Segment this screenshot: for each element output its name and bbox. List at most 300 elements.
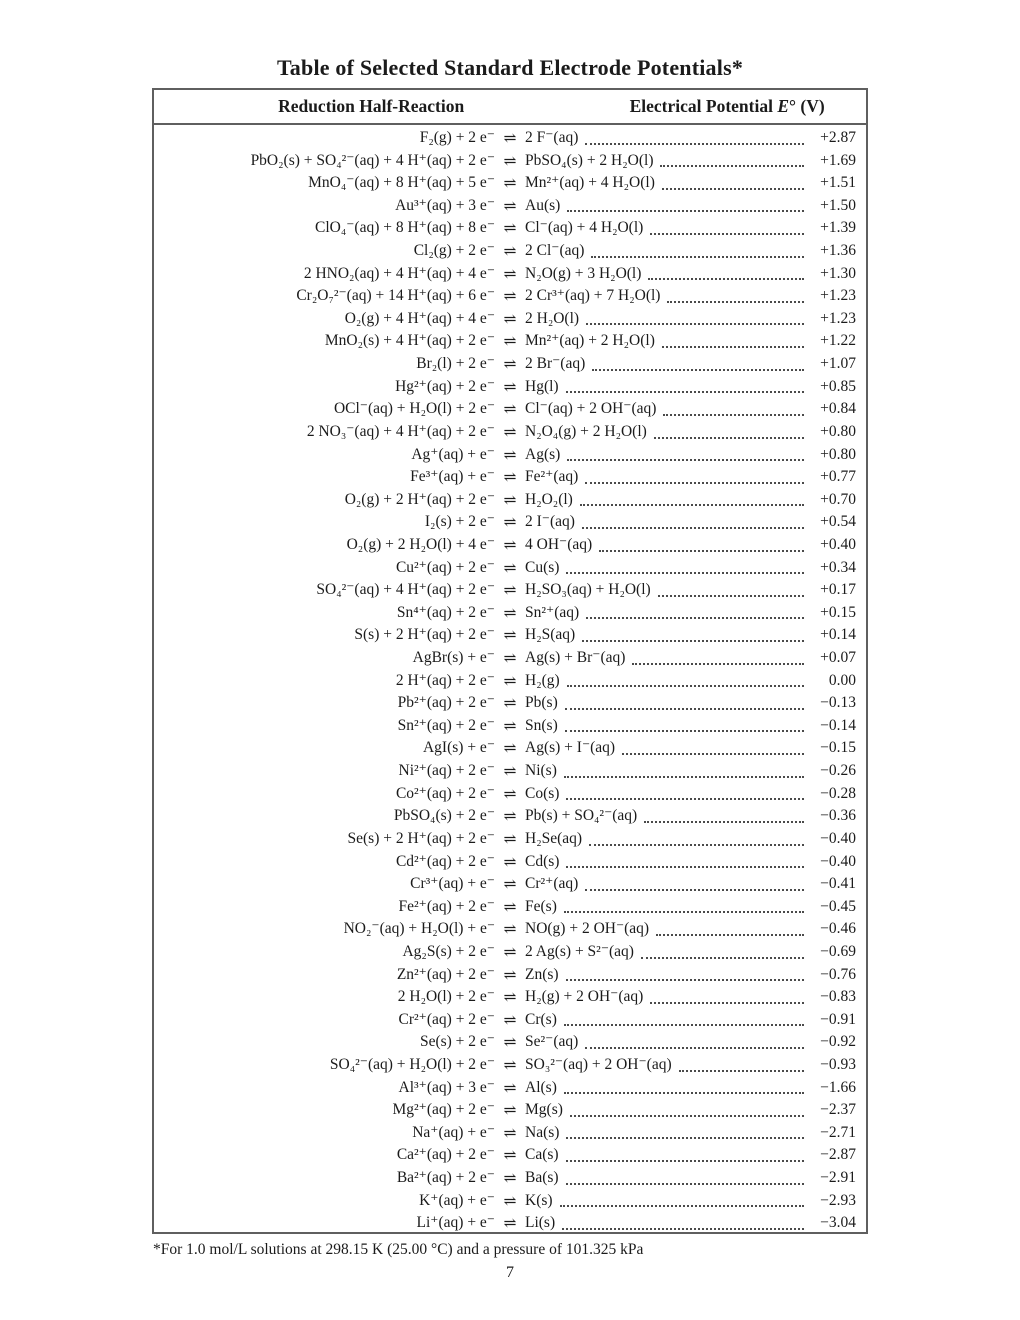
table-row [168,1122,856,1145]
potential-value: +1.07 [820,355,856,373]
reaction-rhs: Mn²⁺(aq) + 2 H₂O(l) [525,332,655,350]
equilibrium-arrows-icon: ⇌ [503,694,517,713]
reaction-rhs: Cr(s) [525,1010,557,1028]
reaction-rhs: K(s) [525,1191,553,1209]
header-potential-suffix: ° (V) [789,96,825,116]
reaction-lhs: Cu²⁺(aq) + 2 e⁻ [395,558,495,576]
reaction-lhs: SO₄²⁻(aq) + H₂O(l) + 2 e⁻ [329,1055,495,1073]
equilibrium-arrows-icon: ⇌ [503,468,517,487]
equilibrium-arrows-icon: ⇌ [503,852,517,871]
potential-value: −0.41 [820,875,856,893]
table-row [168,986,856,1009]
potential-value: +1.36 [820,242,856,260]
table-row [168,918,856,941]
reaction-rhs: N₂O₄(g) + 2 H₂O(l) [525,422,647,440]
dot-leader [660,165,804,167]
dot-leader [586,323,804,325]
dot-leader [582,527,804,529]
dot-leader [566,866,804,868]
potential-value: +0.80 [820,422,856,440]
dot-leader [641,957,804,959]
reaction-rhs: Ba(s) [525,1169,559,1187]
reaction-rhs: N₂O(g) + 3 H₂O(l) [525,264,642,282]
reaction-lhs: PbO₂(s) + SO₄²⁻(aq) + 4 H⁺(aq) + 2 e⁻ [250,151,495,169]
dot-leader [656,934,804,936]
table-row [168,737,856,760]
reaction-rhs: Na(s) [525,1123,560,1141]
table-row [168,783,856,806]
equilibrium-arrows-icon: ⇌ [503,332,517,351]
reaction-rhs: H₂S(aq) [525,626,576,644]
dot-leader [566,391,804,393]
table-row [168,602,856,625]
reaction-rhs: 2 Cl⁻(aq) [525,242,585,260]
reaction-rhs: Sn(s) [525,716,558,734]
dot-leader [567,459,804,461]
dot-leader [566,979,804,981]
reaction-lhs: Ni²⁺(aq) + 2 e⁻ [398,762,495,780]
reaction-lhs: Cr³⁺(aq) + e⁻ [410,875,495,893]
potential-value: +1.50 [820,196,856,214]
page-title: Table of Selected Standard Electrode Potentials* [276,55,744,80]
potential-value: +0.17 [820,581,856,599]
table-header-row [154,90,866,125]
reaction-lhs: Pb²⁺(aq) + 2 e⁻ [397,694,495,712]
reaction-lhs: Cr²⁺(aq) + 2 e⁻ [398,1010,495,1028]
potential-value: +1.30 [820,264,856,282]
potential-value: −3.04 [820,1214,856,1232]
equilibrium-arrows-icon: ⇌ [503,988,517,1007]
table-row [168,1031,856,1054]
table-row [168,624,856,647]
equilibrium-arrows-icon: ⇌ [503,174,517,193]
potential-value: +0.84 [820,400,856,418]
dot-leader [648,278,804,280]
table-row [168,1144,856,1167]
reaction-lhs: Fe²⁺(aq) + 2 e⁻ [398,897,495,915]
reaction-lhs: PbSO₄(s) + 2 e⁻ [393,807,495,825]
dot-leader [564,776,804,778]
dot-leader [585,482,804,484]
equilibrium-arrows-icon: ⇌ [503,196,517,215]
potential-value: −0.28 [820,784,856,802]
table-row [168,805,856,828]
reaction-lhs: I₂(s) + 2 e⁻ [424,513,495,531]
dot-leader [679,1070,804,1072]
table-row [168,1167,856,1190]
potential-value: −2.37 [820,1101,856,1119]
reaction-rhs: Se²⁻(aq) [525,1033,579,1051]
table-row [168,466,856,489]
reaction-rhs: 2 H₂O(l) [525,309,580,327]
reaction-lhs: Mg²⁺(aq) + 2 e⁻ [392,1101,495,1119]
equilibrium-arrows-icon: ⇌ [503,287,517,306]
reaction-rhs: Ca(s) [525,1146,559,1164]
equilibrium-arrows-icon: ⇌ [503,1010,517,1029]
equilibrium-arrows-icon: ⇌ [503,942,517,961]
reaction-lhs: S(s) + 2 H⁺(aq) + 2 e⁻ [354,626,495,644]
potential-value: +1.39 [820,219,856,237]
table-row [168,964,856,987]
reaction-lhs: Cd²⁺(aq) + 2 e⁻ [395,852,495,870]
potential-value: −0.15 [820,739,856,757]
reaction-rhs: Cu(s) [525,558,560,576]
equilibrium-arrows-icon: ⇌ [503,1123,517,1142]
table-row [168,150,856,173]
table-row [168,1190,856,1213]
dot-leader [599,550,804,552]
potential-value: −0.40 [820,829,856,847]
dot-leader [650,233,804,235]
table-row [168,647,856,670]
reaction-rhs: Ag(s) [525,445,561,463]
reaction-rhs: H₂O₂(l) [525,490,573,508]
potential-value: −0.92 [820,1033,856,1051]
equilibrium-arrows-icon: ⇌ [503,219,517,238]
reaction-lhs: 2 NO₃⁻(aq) + 4 H⁺(aq) + 2 e⁻ [306,422,495,440]
potential-value: +1.22 [820,332,856,350]
reaction-lhs: F₂(g) + 2 e⁻ [419,129,495,146]
reaction-rhs: 2 Cr³⁺(aq) + 7 H₂O(l) [525,287,661,305]
table-row [168,398,856,421]
potential-value: +0.77 [820,468,856,486]
equilibrium-arrows-icon: ⇌ [503,1078,517,1097]
dot-leader [654,437,804,439]
reaction-rhs: 2 I⁻(aq) [525,513,575,531]
dot-leader [658,595,804,597]
dot-leader [585,1047,804,1049]
potential-value: −0.36 [820,807,856,825]
reaction-rhs: Ag(s) + Br⁻(aq) [525,649,626,667]
reaction-rhs: Au(s) [525,196,561,214]
equilibrium-arrows-icon: ⇌ [503,490,517,509]
page-number: 7 [506,1264,514,1281]
dot-leader [662,346,804,348]
reaction-lhs: AgBr(s) + e⁻ [412,649,495,667]
reaction-lhs: O₂(g) + 2 H⁺(aq) + 2 e⁻ [344,490,495,508]
reaction-rhs: Pb(s) + SO₄²⁻(aq) [525,807,638,825]
dot-leader [632,663,804,665]
equilibrium-arrows-icon: ⇌ [503,1214,517,1233]
table-row [168,308,856,331]
reaction-rhs: Mg(s) [525,1101,563,1119]
equilibrium-arrows-icon: ⇌ [503,1191,517,1210]
table-row [168,1212,856,1235]
equilibrium-arrows-icon: ⇌ [503,377,517,396]
reaction-lhs: Se(s) + 2 e⁻ [419,1033,495,1051]
potential-value: 0.00 [828,671,856,689]
reaction-lhs: O₂(g) + 4 H⁺(aq) + 4 e⁻ [344,309,495,327]
potential-value: +0.80 [820,445,856,463]
equilibrium-arrows-icon: ⇌ [503,129,517,147]
reaction-lhs: Cr₂O₇²⁻(aq) + 14 H⁺(aq) + 6 e⁻ [296,287,495,305]
table-row [168,376,856,399]
reaction-rhs: Pb(s) [525,694,558,712]
reaction-lhs: O₂(g) + 2 H₂O(l) + 4 e⁻ [346,535,495,553]
table-row [168,511,856,534]
dot-leader [580,504,804,506]
reaction-rhs: Li(s) [525,1214,556,1232]
table-row [168,285,856,308]
dot-leader [586,617,804,619]
reaction-lhs: Au³⁺(aq) + 3 e⁻ [395,196,495,214]
reaction-rhs: Cl⁻(aq) + 4 H₂O(l) [525,219,644,237]
reaction-lhs: Ag⁺(aq) + e⁻ [411,445,495,463]
table-row [168,715,856,738]
table-row [168,692,856,715]
reaction-rhs: Al(s) [525,1078,557,1096]
equilibrium-arrows-icon: ⇌ [503,671,517,690]
reaction-lhs: 2 H⁺(aq) + 2 e⁻ [395,671,495,689]
header-reduction-half-reaction: Reduction Half-Reaction [278,96,465,116]
potential-value: +1.51 [820,174,856,192]
table-row [168,421,856,444]
reaction-rhs: Cr²⁺(aq) [525,875,579,893]
reaction-lhs: Br₂(l) + 2 e⁻ [416,355,495,373]
table-row [168,828,856,851]
table-row [168,444,856,467]
potential-value: −0.46 [820,920,856,938]
equilibrium-arrows-icon: ⇌ [503,151,517,170]
reaction-lhs: Ba²⁺(aq) + 2 e⁻ [396,1169,495,1187]
reaction-lhs: Fe³⁺(aq) + e⁻ [410,468,495,486]
potential-value: −0.13 [820,694,856,712]
equilibrium-arrows-icon: ⇌ [503,649,517,668]
equilibrium-arrows-icon: ⇌ [503,626,517,645]
dot-leader [564,911,804,913]
dot-leader [592,369,804,371]
dot-leader [567,685,804,687]
reaction-rhs: H₂SO₃(aq) + H₂O(l) [525,581,651,599]
equilibrium-arrows-icon: ⇌ [503,875,517,894]
dot-leader [667,301,804,303]
potential-value: −2.93 [820,1191,856,1209]
table-row [168,557,856,580]
dot-leader [566,572,804,574]
table-row [168,195,856,218]
dot-leader [566,1137,804,1139]
potential-value: −0.45 [820,897,856,915]
potential-value: +0.54 [820,513,856,531]
reaction-rhs: Sn²⁺(aq) [525,603,580,621]
potential-value: −2.87 [820,1146,856,1164]
reaction-rhs: Cl⁻(aq) + 2 OH⁻(aq) [525,400,657,418]
reaction-rhs: NO(g) + 2 OH⁻(aq) [525,920,650,938]
dot-leader [644,821,804,823]
reaction-rhs: Mn²⁺(aq) + 4 H₂O(l) [525,174,655,192]
equilibrium-arrows-icon: ⇌ [503,1169,517,1188]
potential-value: +0.34 [820,558,856,576]
table-row [168,330,856,353]
equilibrium-arrows-icon: ⇌ [503,422,517,441]
dot-leader [560,1205,804,1207]
reaction-rhs: 2 Ag(s) + S²⁻(aq) [525,942,634,960]
table-row [168,489,856,512]
dot-leader [565,730,804,732]
dot-leader [622,753,804,755]
potential-value: −0.40 [820,852,856,870]
reaction-lhs: 2 HNO₂(aq) + 4 H⁺(aq) + 4 e⁻ [303,264,495,282]
table-row [168,941,856,964]
reaction-rhs: Ni(s) [525,762,557,780]
reaction-lhs: Hg²⁺(aq) + 2 e⁻ [395,377,495,395]
reaction-rhs: Cd(s) [525,852,560,870]
reaction-rhs: 4 OH⁻(aq) [525,535,593,553]
reaction-rhs: Fe²⁺(aq) [525,468,579,486]
reaction-rhs: H₂(g) + 2 OH⁻(aq) [525,988,644,1006]
table-row [168,240,856,263]
reaction-rhs: Hg(l) [525,377,559,395]
dot-leader [591,256,804,258]
potential-value: +0.14 [820,626,856,644]
reaction-lhs: AgI(s) + e⁻ [422,739,495,757]
dot-leader [589,844,804,846]
dot-leader [566,1160,804,1162]
table-row [168,172,856,195]
potential-value: +0.70 [820,490,856,508]
table-row [168,896,856,919]
potential-value: −0.91 [820,1010,856,1028]
reaction-rhs: SO₃²⁻(aq) + 2 OH⁻(aq) [525,1055,672,1073]
reaction-rhs: Zn(s) [525,965,559,983]
dot-leader [567,210,804,212]
reaction-lhs: 2 H₂O(l) + 2 e⁻ [397,988,495,1006]
reaction-lhs: Al³⁺(aq) + 3 e⁻ [398,1078,495,1096]
reaction-lhs: OCl⁻(aq) + H₂O(l) + 2 e⁻ [333,400,495,418]
table-row [168,1054,856,1077]
table-row [168,760,856,783]
equilibrium-arrows-icon: ⇌ [503,355,517,374]
equilibrium-arrows-icon: ⇌ [503,965,517,984]
reaction-lhs: NO₂⁻(aq) + H₂O(l) + e⁻ [343,920,495,938]
equilibrium-arrows-icon: ⇌ [503,1146,517,1165]
dot-leader [564,1024,804,1026]
potential-value: +0.15 [820,603,856,621]
potential-value: −0.76 [820,965,856,983]
table-row [168,1077,856,1100]
table-row [168,353,856,376]
dot-leader [582,640,804,642]
reaction-lhs: Sn²⁺(aq) + 2 e⁻ [397,716,495,734]
header-electrical-potential [588,96,866,117]
table-row [168,579,856,602]
dot-leader [564,1092,804,1094]
equilibrium-arrows-icon: ⇌ [503,535,517,554]
potential-value: +1.23 [820,309,856,327]
equilibrium-arrows-icon: ⇌ [503,920,517,939]
dot-leader [566,1183,804,1185]
potential-value: +1.69 [820,151,856,169]
reaction-rhs: H₂Se(aq) [525,829,583,847]
potential-value: +2.87 [820,129,856,146]
equilibrium-arrows-icon: ⇌ [503,897,517,916]
equilibrium-arrows-icon: ⇌ [503,762,517,781]
table-row [168,263,856,286]
electrode-potentials-table [152,88,868,1234]
reaction-lhs: Co²⁺(aq) + 2 e⁻ [395,784,495,802]
equilibrium-arrows-icon: ⇌ [503,1033,517,1052]
reaction-lhs: SO₄²⁻(aq) + 4 H⁺(aq) + 2 e⁻ [316,581,495,599]
reaction-rhs: PbSO₄(s) + 2 H₂O(l) [525,151,654,169]
table-row [168,670,856,693]
potential-value: +0.07 [820,649,856,667]
reaction-lhs: Sn⁴⁺(aq) + 2 e⁻ [396,603,495,621]
header-potential-prefix: Electrical Potential [629,96,778,116]
reaction-lhs: MnO₂(s) + 4 H⁺(aq) + 2 e⁻ [324,332,495,350]
equilibrium-arrows-icon: ⇌ [503,581,517,600]
header-potential-e-symbol: E [777,96,790,116]
table-row [168,127,856,150]
potential-value: −0.14 [820,716,856,734]
table-row [168,534,856,557]
equilibrium-arrows-icon: ⇌ [503,829,517,848]
dot-leader [565,708,804,710]
footnote: *For 1.0 mol/L solutions at 298.15 K (25.00 °C) and a pressure of 101.325 kPa [153,1241,644,1258]
equilibrium-arrows-icon: ⇌ [503,807,517,826]
reaction-rhs: Fe(s) [525,897,557,915]
dot-leader [662,188,804,190]
dot-leader [663,414,804,416]
equilibrium-arrows-icon: ⇌ [503,716,517,735]
equilibrium-arrows-icon: ⇌ [503,309,517,328]
reaction-rhs: 2 F⁻(aq) [525,129,579,146]
potential-value: +0.85 [820,377,856,395]
equilibrium-arrows-icon: ⇌ [503,739,517,758]
reaction-lhs: Zn²⁺(aq) + 2 e⁻ [396,965,495,983]
table-row [168,851,856,874]
equilibrium-arrows-icon: ⇌ [503,264,517,283]
potential-value: +1.23 [820,287,856,305]
potential-value: −2.91 [820,1169,856,1187]
reaction-lhs: K⁺(aq) + e⁻ [419,1191,495,1209]
dot-leader [562,1228,804,1230]
equilibrium-arrows-icon: ⇌ [503,1055,517,1074]
equilibrium-arrows-icon: ⇌ [503,784,517,803]
reaction-rhs: H₂(g) [525,671,560,689]
reaction-rhs: 2 Br⁻(aq) [525,355,586,373]
dot-leader [566,798,804,800]
dot-leader [650,1002,804,1004]
potential-value: −2.71 [820,1123,856,1141]
reaction-lhs: Na⁺(aq) + e⁻ [412,1123,495,1141]
table-row [168,1099,856,1122]
reaction-lhs: Ca²⁺(aq) + 2 e⁻ [396,1146,495,1164]
potential-value: −0.83 [820,988,856,1006]
reaction-rhs: Co(s) [525,784,560,802]
equilibrium-arrows-icon: ⇌ [503,1101,517,1120]
table-body [154,125,866,1235]
reaction-lhs: Ag₂S(s) + 2 e⁻ [402,942,495,960]
equilibrium-arrows-icon: ⇌ [503,445,517,464]
reaction-lhs: MnO₄⁻(aq) + 8 H⁺(aq) + 5 e⁻ [308,174,495,192]
table-row [168,1009,856,1032]
dot-leader [570,1115,804,1117]
equilibrium-arrows-icon: ⇌ [503,558,517,577]
dot-leader [585,889,804,891]
table-row [168,873,856,896]
table-row [168,217,856,240]
equilibrium-arrows-icon: ⇌ [503,513,517,532]
potential-value: −0.93 [820,1055,856,1073]
reaction-lhs: Cl₂(g) + 2 e⁻ [413,242,495,260]
reaction-rhs: Ag(s) + I⁻(aq) [525,739,616,757]
potential-value: −0.26 [820,762,856,780]
dot-leader [585,143,804,145]
reaction-lhs: Li⁺(aq) + e⁻ [416,1214,495,1232]
equilibrium-arrows-icon: ⇌ [503,603,517,622]
potential-value: +0.40 [820,535,856,553]
equilibrium-arrows-icon: ⇌ [503,242,517,261]
